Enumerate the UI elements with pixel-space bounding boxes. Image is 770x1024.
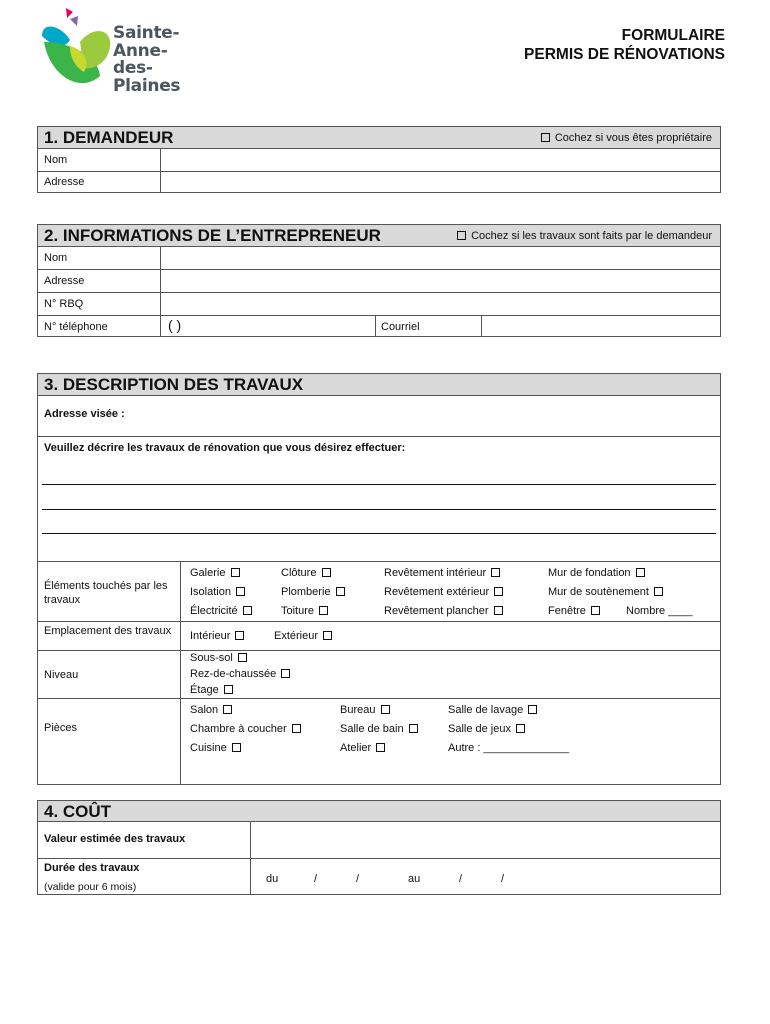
duree-label: Durée des travaux bbox=[44, 862, 140, 874]
option-revetement-interieur[interactable]: Revêtement intérieur bbox=[384, 567, 502, 579]
checkbox-icon bbox=[336, 587, 345, 596]
checkbox-icon bbox=[516, 724, 525, 733]
adresse-field[interactable] bbox=[161, 172, 721, 193]
checkbox-icon bbox=[292, 724, 301, 733]
checkbox-icon bbox=[654, 587, 663, 596]
checkbox-icon bbox=[319, 606, 328, 615]
pieces-label: Pièces bbox=[44, 722, 78, 734]
option-salle-bain[interactable]: Salle de bain bbox=[340, 723, 420, 735]
section-3-table bbox=[37, 395, 721, 785]
option-interieur[interactable]: Intérieur bbox=[190, 630, 246, 642]
elements-label: Éléments touchés par les travaux bbox=[44, 580, 168, 606]
valeur-field[interactable] bbox=[251, 822, 721, 858]
option-mur-fondation[interactable]: Mur de fondation bbox=[548, 567, 647, 579]
phone-area-code[interactable]: ( ) bbox=[168, 317, 182, 333]
checkbox-icon bbox=[323, 631, 332, 640]
nom-label: Nom bbox=[44, 252, 68, 264]
section-4-header: 4. COÛT bbox=[37, 800, 721, 822]
option-chambre[interactable]: Chambre à coucher bbox=[190, 723, 303, 735]
form-title: FORMULAIRE PERMIS DE RÉNOVATIONS bbox=[524, 27, 725, 63]
option-etage[interactable]: Étage bbox=[190, 684, 235, 696]
option-isolation[interactable]: Isolation bbox=[190, 586, 247, 598]
section-1-header: 1. DEMANDEUR Cochez si vous êtes propriétaire bbox=[37, 126, 721, 149]
option-electricite[interactable]: Électricité bbox=[190, 605, 254, 617]
checkbox-icon bbox=[381, 705, 390, 714]
nom-label: Nom bbox=[44, 154, 68, 166]
checkbox-icon bbox=[235, 631, 244, 640]
option-sous-sol[interactable]: Sous-sol bbox=[190, 652, 249, 664]
option-galerie[interactable]: Galerie bbox=[190, 567, 242, 579]
valeur-label: Valeur estimée des travaux bbox=[44, 833, 186, 845]
au-label: au bbox=[408, 873, 421, 885]
option-revetement-exterieur[interactable]: Revêtement extérieur bbox=[384, 586, 505, 598]
date-start-field[interactable]: / bbox=[356, 873, 360, 885]
description-line[interactable] bbox=[42, 509, 716, 510]
checkbox-icon bbox=[243, 606, 252, 615]
option-bureau[interactable]: Bureau bbox=[340, 704, 392, 716]
fenetre-nombre-field[interactable]: Nombre ____ bbox=[626, 605, 693, 617]
option-salle-lavage[interactable]: Salle de lavage bbox=[448, 704, 539, 716]
courriel-field[interactable] bbox=[482, 316, 721, 337]
checkbox-icon bbox=[231, 568, 240, 577]
checkbox-icon bbox=[322, 568, 331, 577]
logo-text: Sainte- Anne- des- Plaines bbox=[113, 23, 181, 96]
option-revetement-plancher[interactable]: Revêtement plancher bbox=[384, 605, 505, 617]
autre-field[interactable]: Autre : ______________ bbox=[448, 742, 570, 754]
section-2-table bbox=[37, 246, 721, 337]
rbq-label: N° RBQ bbox=[44, 298, 84, 310]
date-end-field[interactable]: / bbox=[459, 873, 463, 885]
checkbox-icon bbox=[232, 743, 241, 752]
validity-note: (valide pour 6 mois) bbox=[44, 881, 137, 893]
checkbox-icon bbox=[591, 606, 600, 615]
owner-checkbox[interactable]: Cochez si vous êtes propriétaire bbox=[539, 132, 712, 144]
nom-field[interactable] bbox=[161, 149, 721, 171]
date-start-field[interactable]: / bbox=[314, 873, 318, 885]
telephone-label: N° téléphone bbox=[44, 321, 108, 333]
option-toiture[interactable]: Toiture bbox=[281, 605, 330, 617]
option-exterieur[interactable]: Extérieur bbox=[274, 630, 334, 642]
option-salle-jeux[interactable]: Salle de jeux bbox=[448, 723, 527, 735]
checkbox-icon bbox=[494, 606, 503, 615]
checkbox-icon bbox=[281, 669, 290, 678]
adresse-label: Adresse bbox=[44, 176, 85, 188]
description-prompt: Veuillez décrire les travaux de rénovation que vous désirez effectuer: bbox=[44, 442, 406, 454]
option-cuisine[interactable]: Cuisine bbox=[190, 742, 243, 754]
option-mur-soutenement[interactable]: Mur de soutènement bbox=[548, 586, 665, 598]
checkbox-icon bbox=[541, 133, 550, 142]
adresse-visee-label: Adresse visée : bbox=[44, 408, 125, 420]
checkbox-icon bbox=[494, 587, 503, 596]
checkbox-icon bbox=[457, 231, 466, 240]
checkbox-icon bbox=[528, 705, 537, 714]
checkbox-icon bbox=[491, 568, 500, 577]
option-atelier[interactable]: Atelier bbox=[340, 742, 387, 754]
niveau-label: Niveau bbox=[44, 669, 79, 681]
checkbox-icon bbox=[409, 724, 418, 733]
section-2-header: 2. INFORMATIONS DE L’ENTREPRENEUR Cochez si les travaux sont faits par le demandeur bbox=[37, 224, 721, 247]
checkbox-icon bbox=[238, 653, 247, 662]
self-work-checkbox[interactable]: Cochez si les travaux sont faits par le demandeur bbox=[455, 230, 712, 242]
option-cloture[interactable]: Clôture bbox=[281, 567, 333, 579]
option-salon[interactable]: Salon bbox=[190, 704, 234, 716]
description-line[interactable] bbox=[42, 533, 716, 534]
adresse-label: Adresse bbox=[44, 275, 85, 287]
section-4-table bbox=[37, 821, 721, 895]
option-fenetre[interactable]: Fenêtre bbox=[548, 605, 602, 617]
courriel-label: Courriel bbox=[381, 321, 420, 333]
emplacement-label: Emplacement des travaux bbox=[44, 625, 172, 637]
section-1-table bbox=[37, 148, 721, 193]
description-line[interactable] bbox=[42, 484, 716, 485]
section-3-header: 3. DESCRIPTION DES TRAVAUX bbox=[37, 373, 721, 396]
option-rez-de-chaussee[interactable]: Rez-de-chaussée bbox=[190, 668, 292, 680]
du-label: du bbox=[266, 873, 279, 885]
checkbox-icon bbox=[223, 705, 232, 714]
checkbox-icon bbox=[224, 685, 233, 694]
checkbox-icon bbox=[236, 587, 245, 596]
option-plomberie[interactable]: Plomberie bbox=[281, 586, 347, 598]
checkbox-icon bbox=[376, 743, 385, 752]
checkbox-icon bbox=[636, 568, 645, 577]
date-end-field[interactable]: / bbox=[501, 873, 505, 885]
logo-graphic bbox=[40, 6, 112, 92]
